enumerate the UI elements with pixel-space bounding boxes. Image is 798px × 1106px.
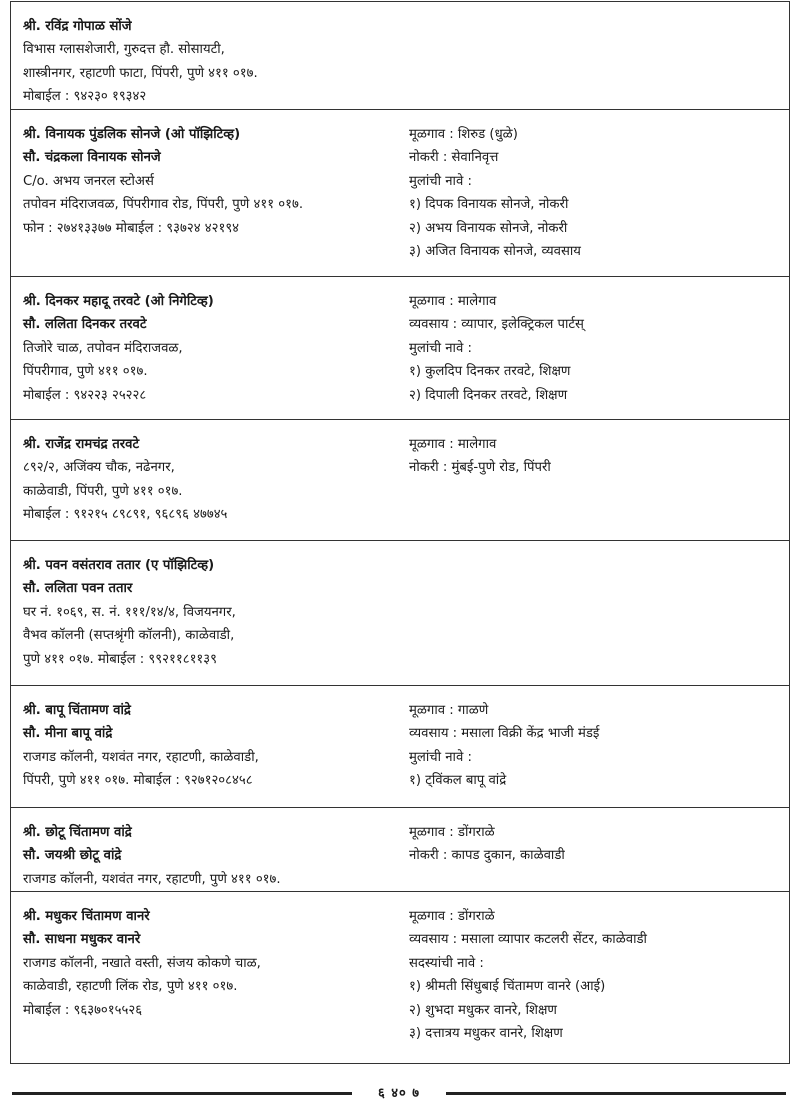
address-line: पुणे ४११ ०१७. मोबाईल : ९९२११८११३९ <box>23 651 218 667</box>
detail-line: १) श्रीमती सिंधुबाई चिंतामण वानरे (आई) <box>409 979 606 995</box>
detail-line: १) कुलदिप दिनकर तरवटे, शिक्षण <box>409 364 571 380</box>
entry-details-column <box>397 699 777 807</box>
member-entry <box>11 420 789 541</box>
member-entry <box>11 110 789 277</box>
member-name: श्री. छोटू चिंतामण वांद्रे <box>23 825 132 840</box>
detail-line: मूळगाव : गाळणे <box>409 703 489 718</box>
detail-line: मुलांची नावे : <box>409 749 472 765</box>
detail-line: नोकरी : सेवानिवृत्त <box>409 150 499 166</box>
entry-contact-column <box>23 433 397 540</box>
entry-details-column <box>397 821 777 891</box>
address-line: मोबाईल : ९१२१५ ८९८९१, ९६८९६ ४७७४५ <box>23 507 228 523</box>
entry-details-column <box>397 290 777 419</box>
entry-details-column <box>397 123 777 276</box>
member-name: श्री. दिनकर महादू तरवटे (ओ निगेटिव्ह) <box>23 294 214 309</box>
detail-line: मुलांची नावे : <box>409 173 472 189</box>
address-line: काळेवाडी, रहाटणी लिंक रोड, पुणे ४११ ०१७. <box>23 979 238 995</box>
footer-rule-left <box>12 1092 352 1095</box>
detail-line: १) दिपक विनायक सोनजे, नोकरी <box>409 197 569 213</box>
member-directory <box>10 1 790 1064</box>
address-line: पिंपरी, पुणे ४११ ०१७. मोबाईल : ९२७१२०८४५८ <box>23 773 253 789</box>
entry-details-column <box>397 433 777 540</box>
detail-line: व्यवसाय : व्यापार, इलेक्ट्रिकल पार्टस् <box>409 317 584 333</box>
member-entry <box>11 541 789 686</box>
entry-contact-column <box>23 905 397 1063</box>
detail-line: ३) दत्तात्रय मधुकर वानरे, शिक्षण <box>409 1026 563 1042</box>
entry-contact-column <box>23 123 397 276</box>
address-line: राजगड कॉलनी, यशवंत नगर, रहाटणी, पुणे ४११ ०१७. <box>23 871 281 887</box>
address-line: मोबाईल : ९४२३० १९३४२ <box>23 89 147 105</box>
address-line: शास्त्रीनगर, रहाटणी फाटा, पिंपरी, पुणे ४११ ०१७. <box>23 65 258 81</box>
address-line: ८९२/२, अजिंक्य चौक, नढेनगर, <box>23 460 175 476</box>
detail-line: मूळगाव : मालेगाव <box>409 294 497 309</box>
entry-contact-column <box>23 821 397 891</box>
detail-line: मूळगाव : मालेगाव <box>409 437 497 452</box>
member-entry <box>11 808 789 892</box>
detail-line: २) शुभदा मधुकर वानरे, शिक्षण <box>409 1002 557 1018</box>
detail-line: नोकरी : मुंबई-पुणे रोड, पिंपरी <box>409 460 551 476</box>
entry-details-column <box>397 905 777 1063</box>
entry-contact-column <box>23 699 397 807</box>
detail-line: २) दिपाली दिनकर तरवटे, शिक्षण <box>409 387 568 403</box>
address-line: वैभव कॉलनी (सप्तश्रृंगी कॉलनी), काळेवाडी, <box>23 628 235 644</box>
address-line: पिंपरीगाव, पुणे ४११ ०१७. <box>23 364 148 380</box>
detail-line: २) अभय विनायक सोनजे, नोकरी <box>409 220 568 236</box>
detail-line: ३) अजित विनायक सोनजे, व्यवसाय <box>409 244 581 260</box>
address-line: मोबाईल : ९४२२३ २५२२८ <box>23 387 147 403</box>
member-name: सौ. साधना मधुकर वानरे <box>23 932 141 948</box>
detail-line: व्यवसाय : मसाला विक्री केंद्र भाजी मंडई <box>409 726 600 742</box>
address-line: विभास ग्लासशेजारी, गुरुदत्त हौ. सोसायटी, <box>23 42 225 58</box>
address-line: काळेवाडी, पिंपरी, पुणे ४११ ०१७. <box>23 483 183 499</box>
member-entry <box>11 686 789 808</box>
entry-contact-column <box>23 15 397 109</box>
member-entry <box>11 277 789 420</box>
detail-line: नोकरी : कापड दुकान, काळेवाडी <box>409 848 565 864</box>
address-line: C/o. अभय जनरल स्टोअर्स <box>23 173 154 189</box>
member-name: सौ. ललिता दिनकर तरवटे <box>23 317 147 333</box>
member-name: श्री. विनायक पुंडलिक सोनजे (ओ पॉझिटिव्ह) <box>23 127 241 142</box>
detail-line: मूळगाव : डोंगराळे <box>409 909 495 924</box>
entry-details-column <box>397 15 777 109</box>
member-name: सौ. ललिता पवन ततार <box>23 581 133 597</box>
entry-details-column <box>397 554 777 685</box>
address-line: राजगड कॉलनी, यशवंत नगर, रहाटणी, काळेवाडी, <box>23 749 259 765</box>
footer-rule-right <box>446 1092 786 1095</box>
member-name: सौ. मीना बापू वांद्रे <box>23 726 113 742</box>
member-name: सौ. जयश्री छोटू वांद्रे <box>23 848 122 864</box>
detail-line: मूळगाव : डोंगराळे <box>409 825 495 840</box>
member-name: श्री. पवन वसंतराव ततार (ए पॉझिटिव्ह) <box>23 558 215 573</box>
entry-contact-column <box>23 554 397 685</box>
member-entry <box>11 892 789 1064</box>
member-name: सौ. चंद्रकला विनायक सोनजे <box>23 150 161 166</box>
page-number: ६ ४० ७ <box>377 1086 421 1101</box>
detail-line: मुलांची नावे : <box>409 340 472 356</box>
member-entry <box>11 2 789 110</box>
address-line: मोबाईल : ९६३७०१५५२६ <box>23 1002 143 1018</box>
member-name: श्री. राजेंद्र रामचंद्र तरवटे <box>23 437 140 452</box>
page-footer <box>12 1086 786 1100</box>
address-line: तपोवन मंदिराजवळ, पिंपरीगाव रोड, पिंपरी, पुणे ४११ ०१७. <box>23 197 304 213</box>
address-line: घर नं. १०६९, स. नं. १११/१४/४, विजयनगर, <box>23 604 236 620</box>
member-name: श्री. बापू चिंतामण वांद्रे <box>23 703 131 718</box>
member-name: श्री. रविंद्र गोपाळ सोंजे <box>23 19 132 34</box>
detail-line: व्यवसाय : मसाला व्यापार कटलरी सेंटर, काळेवाडी <box>409 932 647 948</box>
detail-line: १) ट्विंकल बापू वांद्रे <box>409 773 507 789</box>
entry-contact-column <box>23 290 397 419</box>
detail-line: सदस्यांची नावे : <box>409 955 484 971</box>
detail-line: मूळगाव : शिरुड (धुळे) <box>409 127 518 142</box>
address-line: फोन : २७४१३३७७ मोबाईल : ९३७२४ ४२१९४ <box>23 220 240 236</box>
address-line: तिजोरे चाळ, तपोवन मंदिराजवळ, <box>23 340 183 356</box>
address-line: राजगड कॉलनी, नखाते वस्ती, संजय कोकणे चाळ, <box>23 955 261 971</box>
member-name: श्री. मधुकर चिंतामण वानरे <box>23 909 150 924</box>
